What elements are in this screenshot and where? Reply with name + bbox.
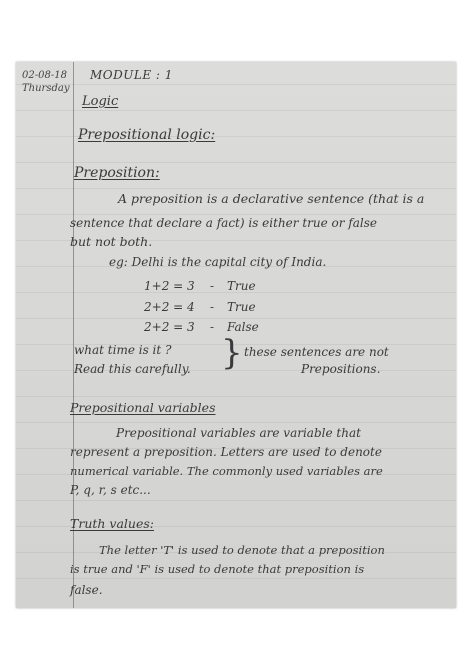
definition-line: A preposition is a declarative sentence (that is a (118, 191, 425, 206)
example-value: True (227, 279, 256, 293)
margin-day: Thursday (22, 83, 70, 94)
section-title: Logic (82, 94, 119, 109)
module-title: MODULE : 1 (90, 68, 173, 82)
example-intro: eg: Delhi is the capital city of India. (109, 255, 327, 269)
example-value: True (227, 300, 256, 314)
example-dash: - (210, 320, 215, 334)
example-expression: 1+2 = 3 (144, 279, 195, 293)
example-expression: 2+2 = 4 (144, 300, 195, 314)
variables-line: P, q, r, s etc... (70, 483, 151, 497)
example-value: False (227, 320, 259, 334)
non-example: what time is it ? (74, 343, 172, 357)
margin-date: 02-08-18 (22, 70, 67, 81)
notebook-page (16, 62, 456, 608)
curly-brace: } (221, 333, 243, 373)
example-dash: - (210, 300, 215, 314)
variables-line: numerical variable. The commonly used variables are (70, 464, 383, 478)
truth-values-line: is true and 'F' is used to denote that preposition is (70, 562, 365, 576)
subsection-title: Prepositional logic: (78, 127, 216, 143)
truth-values-heading: Truth values: (70, 516, 154, 531)
non-example-note: these sentences are not (244, 345, 389, 359)
definition-line: sentence that declare a fact) is either true or false (70, 216, 377, 230)
variables-line: represent a preposition. Letters are used to denote (70, 445, 382, 459)
truth-values-line: false. (70, 583, 103, 597)
non-example: Read this carefully. (74, 362, 191, 376)
definition-line: but not both. (70, 234, 153, 249)
example-dash: - (210, 279, 215, 293)
variables-heading: Prepositional variables (70, 400, 216, 415)
example-expression: 2+2 = 3 (144, 320, 195, 334)
variables-line: Prepositional variables are variable that (116, 426, 361, 440)
non-example-note: Prepositions. (301, 362, 381, 376)
proposition-heading: Preposition: (74, 165, 160, 181)
truth-values-line: The letter 'T' is used to denote that a preposition (99, 543, 385, 557)
